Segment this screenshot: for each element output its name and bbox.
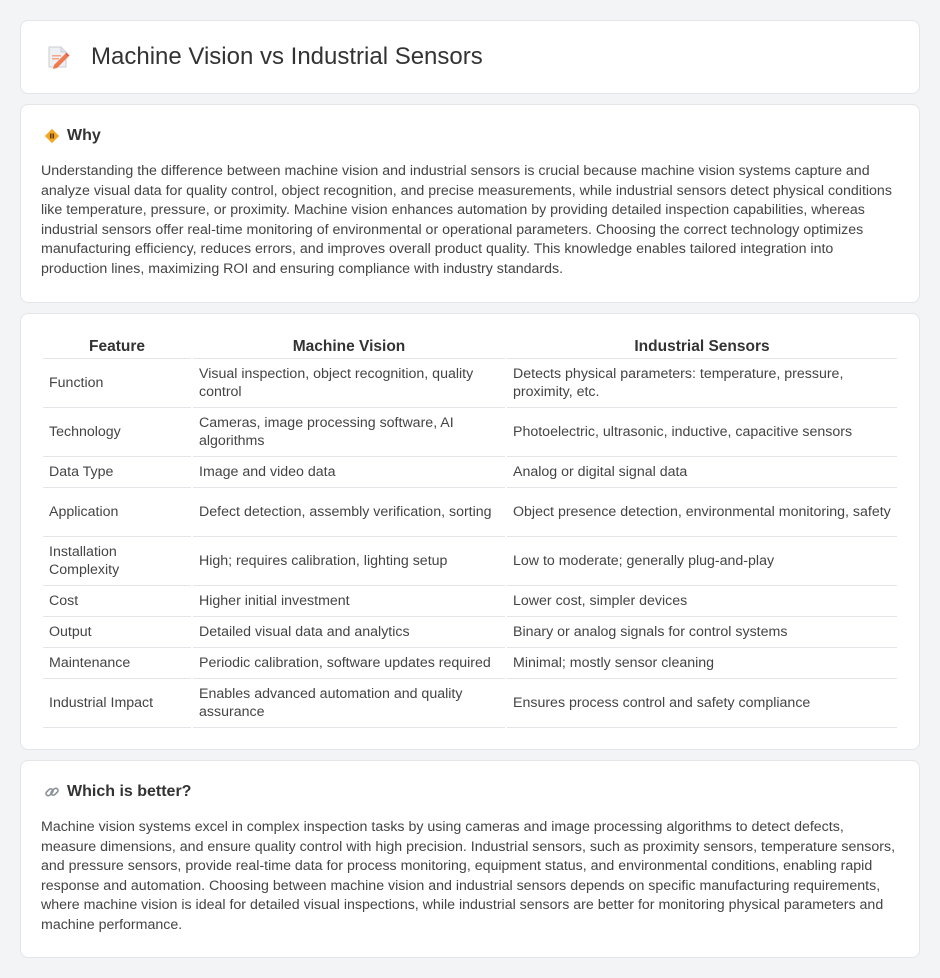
which-is-better-section bbox=[20, 760, 920, 958]
diamond-sign-icon bbox=[43, 127, 61, 145]
feature-cell: Output bbox=[43, 617, 191, 648]
machine-vision-cell: Cameras, image processing software, AI algorithms bbox=[193, 408, 505, 457]
header-industrial-sensors: Industrial Sensors bbox=[507, 334, 897, 359]
industrial-sensors-cell: Photoelectric, ultrasonic, inductive, capacitive sensors bbox=[507, 408, 897, 457]
table-row bbox=[43, 648, 897, 679]
machine-vision-cell: Image and video data bbox=[193, 457, 505, 488]
feature-cell: Technology bbox=[43, 408, 191, 457]
feature-cell: Application bbox=[43, 488, 191, 537]
why-title: Why bbox=[67, 127, 101, 144]
why-header bbox=[41, 127, 899, 145]
why-section bbox=[20, 104, 920, 303]
table-row bbox=[43, 617, 897, 648]
document-pencil-icon bbox=[45, 44, 71, 70]
industrial-sensors-cell: Minimal; mostly sensor cleaning bbox=[507, 648, 897, 679]
machine-vision-cell: Periodic calibration, software updates required bbox=[193, 648, 505, 679]
industrial-sensors-cell: Analog or digital signal data bbox=[507, 457, 897, 488]
feature-cell: Function bbox=[43, 359, 191, 408]
page-title: Machine Vision vs Industrial Sensors bbox=[91, 43, 483, 70]
comparison-table bbox=[41, 334, 899, 728]
table-header-row bbox=[43, 334, 897, 359]
industrial-sensors-cell: Lower cost, simpler devices bbox=[507, 586, 897, 617]
table-row bbox=[43, 488, 897, 537]
table-row bbox=[43, 586, 897, 617]
feature-cell: Industrial Impact bbox=[43, 679, 191, 728]
feature-cell: Maintenance bbox=[43, 648, 191, 679]
machine-vision-cell: Enables advanced automation and quality assurance bbox=[193, 679, 505, 728]
why-text: Understanding the difference between machine vision and industrial sensors is crucial because machine vision systems capture and analyze visual data for quality control, object recognition, and precise measurements, while industrial sensors detect physical conditions like temperature, pressure, or proximity. Machine vision enhances automation by providing detailed inspection capabilities, whereas industrial sensors offer real-time monitoring of environmental or operational parameters. Choosing the correct technology optimizes manufacturing efficiency, reduces errors, and improves overall product quality. This knowledge enables tailored integration into production lines, maximizing ROI and ensuring compliance with industry standards. bbox=[41, 163, 892, 277]
table-row bbox=[43, 537, 897, 586]
header-feature: Feature bbox=[43, 334, 191, 359]
industrial-sensors-cell: Low to moderate; generally plug-and-play bbox=[507, 537, 897, 586]
machine-vision-cell: Visual inspection, object recognition, quality control bbox=[193, 359, 505, 408]
header-machine-vision: Machine Vision bbox=[193, 334, 505, 359]
comparison-table-card bbox=[20, 313, 920, 750]
feature-cell: Cost bbox=[43, 586, 191, 617]
table-row bbox=[43, 457, 897, 488]
industrial-sensors-cell: Binary or analog signals for control systems bbox=[507, 617, 897, 648]
feature-cell: Data Type bbox=[43, 457, 191, 488]
better-text: Machine vision systems excel in complex inspection tasks by using cameras and image processing algorithms to detect defects, measure dimensions, and ensure quality control with high precision. Industrial sensors, such as proximity sensors, temperature sensors, and pressure sensors, provide real-time data for process monitoring, equipment status, and environmental conditions, enabling rapid response and automation. Choosing between machine vision and industrial sensors depends on specific manufacturing requirements, where machine vision is ideal for detailed visual inspections, while industrial sensors are better for monitoring physical parameters and machine performance. bbox=[41, 819, 896, 933]
table-row bbox=[43, 408, 897, 457]
better-title: Which is better? bbox=[67, 783, 192, 800]
link-icon bbox=[43, 783, 61, 801]
feature-cell: Installation Complexity bbox=[43, 537, 191, 586]
table-row bbox=[43, 359, 897, 408]
industrial-sensors-cell: Object presence detection, environmental monitoring, safety bbox=[507, 488, 897, 537]
machine-vision-cell: Higher initial investment bbox=[193, 586, 505, 617]
machine-vision-cell: High; requires calibration, lighting setup bbox=[193, 537, 505, 586]
table-row bbox=[43, 679, 897, 728]
industrial-sensors-cell: Detects physical parameters: temperature, pressure, proximity, etc. bbox=[507, 359, 897, 408]
industrial-sensors-cell: Ensures process control and safety compliance bbox=[507, 679, 897, 728]
machine-vision-cell: Detailed visual data and analytics bbox=[193, 617, 505, 648]
machine-vision-cell: Defect detection, assembly verification, sorting bbox=[193, 488, 505, 537]
title-card bbox=[20, 20, 920, 94]
better-header bbox=[41, 783, 899, 801]
